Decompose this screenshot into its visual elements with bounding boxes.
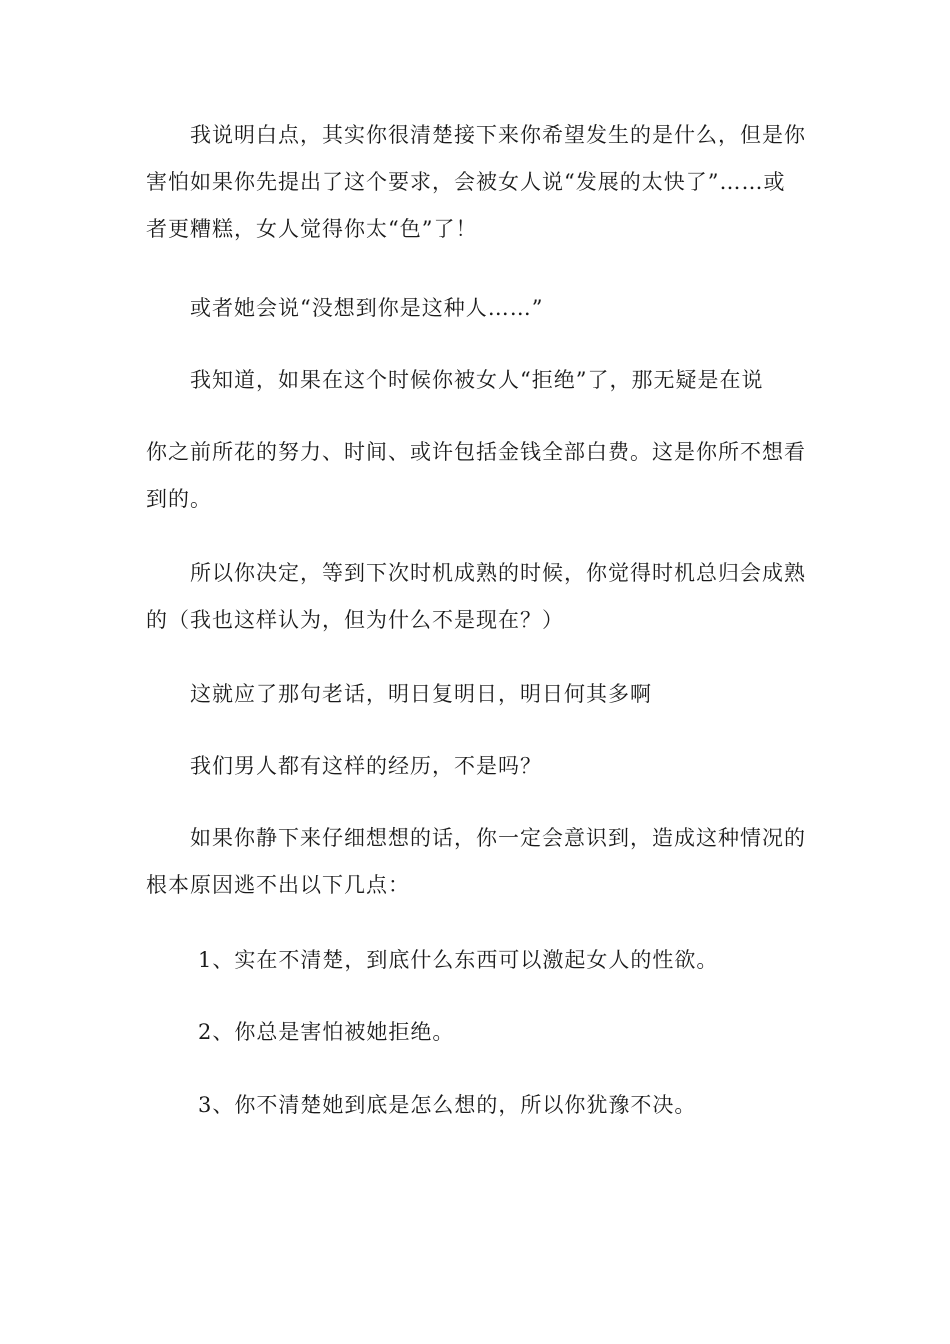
paragraph-1-line-2: 害怕如果你先提出了这个要求，会被女人说“发展的太快了”……或 <box>146 170 786 194</box>
list-item-1-text: 1、实在不清楚，到底什么东西可以激起女人的性欲。 <box>198 948 719 972</box>
list-item-3-text: 3、你不清楚她到底是怎么想的，所以你犹豫不决。 <box>198 1093 697 1117</box>
paragraph-7 <box>146 743 810 790</box>
paragraph-3-line-1: 我知道，如果在这个时候你被女人“拒绝”了，那无疑是在说 <box>190 368 764 392</box>
paragraph-4-line-1: 你之前所花的努力、时间、或许包括金钱全部白费。这是你所不想看 <box>146 440 806 464</box>
paragraph-8-line-2: 根本原因逃不出以下几点： <box>146 873 410 897</box>
paragraph-7-line-1: 我们男人都有这样的经历，不是吗？ <box>190 754 542 778</box>
paragraph-5 <box>146 550 810 644</box>
paragraph-8 <box>146 815 810 909</box>
paragraph-2 <box>146 285 810 332</box>
paragraph-6-line-1: 这就应了那句老话，明日复明日，明日何其多啊 <box>190 682 652 706</box>
paragraph-5-line-2: 的（我也这样认为，但为什么不是现在？） <box>146 608 564 632</box>
paragraph-5-line-1: 所以你决定，等到下次时机成熟的时候，你觉得时机总归会成熟 <box>190 561 806 585</box>
list-item-2 <box>146 1009 810 1056</box>
list-item-2-text: 2、你总是害怕被她拒绝。 <box>198 1020 455 1044</box>
paragraph-6 <box>146 671 810 718</box>
paragraph-4 <box>146 429 810 523</box>
list-item-1 <box>146 937 810 984</box>
paragraph-1-line-3: 者更糟糕，女人觉得你太“色”了！ <box>146 217 478 241</box>
paragraph-8-line-1: 如果你静下来仔细想想的话，你一定会意识到，造成这种情况的 <box>190 826 806 850</box>
paragraph-4-line-2: 到的。 <box>146 487 212 511</box>
paragraph-3 <box>146 357 810 404</box>
list-item-3 <box>146 1082 810 1129</box>
paragraph-1-line-1: 我说明白点，其实你很清楚接下来你希望发生的是什么，但是你 <box>190 123 806 147</box>
paragraph-2-line-1: 或者她会说“没想到你是这种人……” <box>190 296 544 320</box>
paragraph-1 <box>146 112 810 253</box>
